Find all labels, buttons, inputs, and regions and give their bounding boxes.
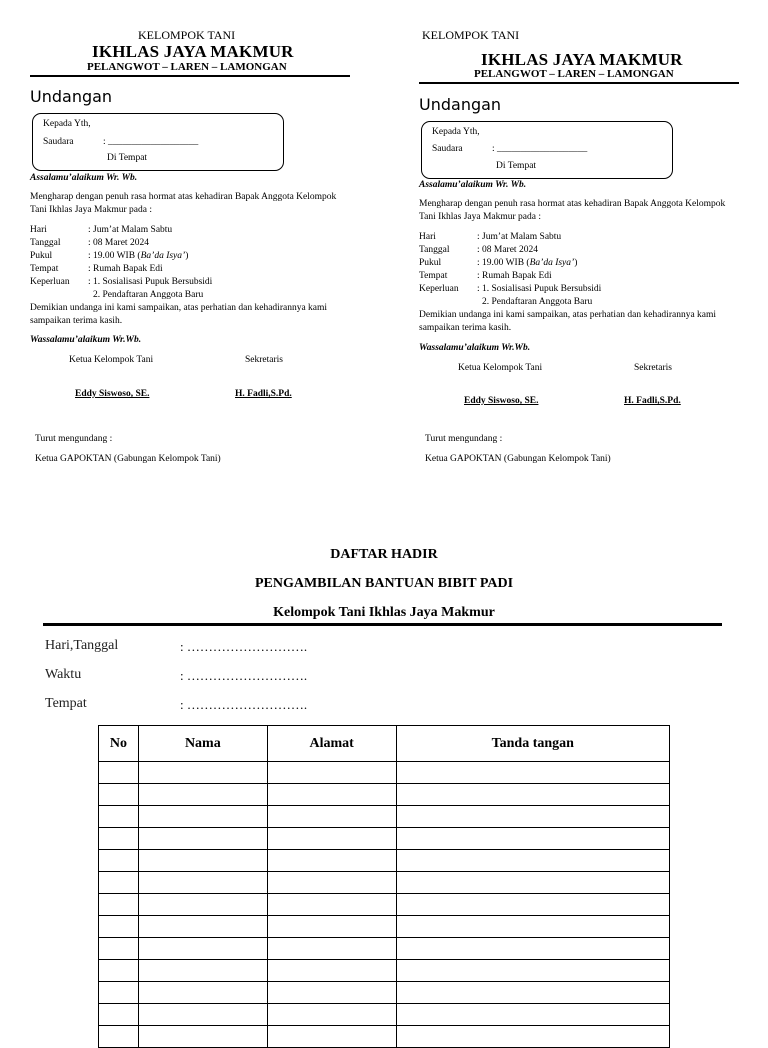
table-cell[interactable] <box>396 850 669 872</box>
agenda-item-2: 2. Pendaftaran Anggota Baru <box>482 297 593 307</box>
invitation-heading: Undangan <box>419 95 502 114</box>
intro-line1: Mengharap dengan penuh rasa hormat atas kehadiran Bapak Anggota Kelompok <box>30 192 337 202</box>
agenda-item-2: 2. Pendaftaran Anggota Baru <box>93 290 204 300</box>
cc-value: Ketua GAPOKTAN (Gabungan Kelompok Tani) <box>425 454 611 464</box>
org-label: KELOMPOK TANI <box>138 28 236 42</box>
table-cell[interactable] <box>396 784 669 806</box>
attendance-group-name: Kelompok Tani Ikhlas Jaya Makmur <box>273 605 495 620</box>
cc-value: Ketua GAPOKTAN (Gabungan Kelompok Tani) <box>35 454 221 464</box>
table-cell[interactable] <box>267 960 396 982</box>
row-label: Pukul <box>419 258 442 268</box>
table-cell[interactable] <box>396 1026 669 1048</box>
table-row <box>99 806 670 828</box>
table-cell[interactable] <box>267 784 396 806</box>
field-value: : ………………………. <box>180 639 308 654</box>
row-label: Tempat <box>419 271 448 281</box>
table-cell[interactable] <box>396 762 669 784</box>
saudara-value: : ___________________ <box>492 144 588 154</box>
table-header-row <box>99 726 670 762</box>
table-row <box>99 828 670 850</box>
chair-title: Ketua Kelompok Tani <box>69 355 154 365</box>
table-cell[interactable] <box>267 762 396 784</box>
table-cell[interactable] <box>138 916 267 938</box>
column-header-tanda-tangan: Tanda tangan <box>396 726 669 762</box>
recipient-box <box>32 113 284 171</box>
field-value: : ………………………. <box>180 697 308 712</box>
closing-line2: sampaikan terima kasih. <box>419 323 512 333</box>
org-name: IKHLAS JAYA MAKMUR <box>92 42 294 61</box>
table-cell[interactable] <box>99 982 139 1004</box>
time-tail: ) <box>185 251 189 261</box>
table-cell[interactable] <box>138 784 267 806</box>
table-cell[interactable] <box>396 960 669 982</box>
attendance-subtitle: PENGAMBILAN BANTUAN BIBIT PADI <box>254 576 514 591</box>
row-value: : 1. Sosialisasi Pupuk Bersubsidi <box>477 284 602 294</box>
table-cell[interactable] <box>138 960 267 982</box>
org-name: IKHLAS JAYA MAKMUR <box>481 50 683 69</box>
table-cell[interactable] <box>267 1004 396 1026</box>
table-row <box>99 894 670 916</box>
table-cell[interactable] <box>396 938 669 960</box>
table-cell[interactable] <box>138 762 267 784</box>
table-cell[interactable] <box>138 982 267 1004</box>
row-label: Pukul <box>30 251 53 261</box>
table-cell[interactable] <box>99 850 139 872</box>
table-cell[interactable] <box>99 894 139 916</box>
row-value: : 08 Maret 2024 <box>477 245 538 255</box>
table-cell[interactable] <box>396 872 669 894</box>
row-value: : 08 Maret 2024 <box>88 238 149 248</box>
row-label: Keperluan <box>419 284 459 294</box>
org-address: PELANGWOT – LAREN – LAMONGAN <box>87 61 287 73</box>
column-header-no: No <box>99 726 139 762</box>
attendance-table <box>98 725 670 1048</box>
table-cell[interactable] <box>99 762 139 784</box>
table-cell[interactable] <box>99 806 139 828</box>
row-value: : 1. Sosialisasi Pupuk Bersubsidi <box>88 277 213 287</box>
table-cell[interactable] <box>396 806 669 828</box>
farewell: Wassalamu’alaikum Wr.Wb. <box>30 335 142 345</box>
table-cell[interactable] <box>138 872 267 894</box>
attendance-title: DAFTAR HADIR <box>330 547 438 562</box>
saudara-label: Saudara <box>43 137 74 147</box>
header-rule <box>30 75 350 77</box>
table-cell[interactable] <box>138 894 267 916</box>
recipient-box <box>421 121 673 179</box>
closing-line2: sampaikan terima kasih. <box>30 316 123 326</box>
row-value: : Rumah Bapak Edi <box>88 264 163 274</box>
place-label: Di Tempat <box>107 153 148 163</box>
table-cell[interactable] <box>396 982 669 1004</box>
table-cell[interactable] <box>267 1026 396 1048</box>
row-value: : Jum’at Malam Sabtu <box>88 225 173 235</box>
table-cell[interactable] <box>267 982 396 1004</box>
table-row <box>99 1004 670 1026</box>
table-cell[interactable] <box>138 1004 267 1026</box>
time-value: : 19.00 WIB ( <box>477 258 530 268</box>
table-cell[interactable] <box>396 894 669 916</box>
intro-line2: Tani Ikhlas Jaya Makmur pada : <box>419 212 542 222</box>
chair-title: Ketua Kelompok Tani <box>458 363 543 373</box>
table-cell[interactable] <box>99 916 139 938</box>
table-cell[interactable] <box>99 1026 139 1048</box>
table-cell[interactable] <box>267 828 396 850</box>
row-label: Tempat <box>30 264 59 274</box>
attendance-rule <box>43 623 722 626</box>
table-row <box>99 916 670 938</box>
place-label: Di Tempat <box>496 161 537 171</box>
table-cell[interactable] <box>138 806 267 828</box>
field-value: : ………………………. <box>180 668 308 683</box>
closing-line1: Demikian undanga ini kami sampaikan, atas perhatian dan kehadirannya kami <box>30 303 328 313</box>
table-cell[interactable] <box>99 828 139 850</box>
to-label: Kepada Yth, <box>43 119 91 129</box>
table-cell[interactable] <box>138 1026 267 1048</box>
closing-line1: Demikian undanga ini kami sampaikan, atas perhatian dan kehadirannya kami <box>419 310 717 320</box>
table-cell[interactable] <box>267 916 396 938</box>
table-row <box>99 982 670 1004</box>
table-cell[interactable] <box>99 784 139 806</box>
time-value: : 19.00 WIB ( <box>88 251 141 261</box>
field-label: Hari,Tanggal <box>45 638 119 653</box>
table-cell[interactable] <box>267 806 396 828</box>
secretary-title: Sekretaris <box>634 363 672 373</box>
to-label: Kepada Yth, <box>432 127 480 137</box>
table-cell[interactable] <box>396 828 669 850</box>
table-row <box>99 850 670 872</box>
row-value <box>477 257 577 270</box>
table-row <box>99 938 670 960</box>
table-row <box>99 784 670 806</box>
table-cell[interactable] <box>396 1004 669 1026</box>
table-cell[interactable] <box>99 938 139 960</box>
time-note: Ba’da Isya’ <box>140 251 186 261</box>
secretary-title: Sekretaris <box>245 355 283 365</box>
greeting: Assalamu’alaikum Wr. Wb. <box>419 180 527 190</box>
table-cell[interactable] <box>396 916 669 938</box>
table-cell[interactable] <box>138 850 267 872</box>
field-label: Waktu <box>45 667 82 682</box>
table-cell[interactable] <box>267 850 396 872</box>
table-cell[interactable] <box>99 960 139 982</box>
intro-line1: Mengharap dengan penuh rasa hormat atas kehadiran Bapak Anggota Kelompok <box>419 199 726 209</box>
row-value: : Jum’at Malam Sabtu <box>477 232 562 242</box>
time-note: Ba’da Isya’ <box>529 258 575 268</box>
row-value: : Rumah Bapak Edi <box>477 271 552 281</box>
table-cell[interactable] <box>138 828 267 850</box>
table-cell[interactable] <box>99 872 139 894</box>
row-label: Hari <box>30 225 47 235</box>
row-value <box>88 250 188 263</box>
farewell: Wassalamu’alaikum Wr.Wb. <box>419 343 531 353</box>
org-label: KELOMPOK TANI <box>422 28 520 42</box>
intro-line2: Tani Ikhlas Jaya Makmur pada : <box>30 205 153 215</box>
header-rule <box>419 82 739 84</box>
cc-label: Turut mengundang : <box>425 434 503 444</box>
table-row <box>99 1026 670 1048</box>
table-row <box>99 960 670 982</box>
saudara-label: Saudara <box>432 144 463 154</box>
field-label: Tempat <box>45 696 87 711</box>
chair-name: Eddy Siswoso, SE. <box>75 389 150 399</box>
table-cell[interactable] <box>138 938 267 960</box>
greeting: Assalamu’alaikum Wr. Wb. <box>30 173 138 183</box>
row-label: Hari <box>419 232 436 242</box>
column-header-alamat: Alamat <box>267 726 396 762</box>
table-row <box>99 762 670 784</box>
table-cell[interactable] <box>267 872 396 894</box>
invitation-heading: Undangan <box>30 87 113 106</box>
row-label: Tanggal <box>419 245 450 255</box>
cc-label: Turut mengundang : <box>35 434 113 444</box>
saudara-value: : ___________________ <box>103 137 199 147</box>
row-label: Tanggal <box>30 238 61 248</box>
org-address: PELANGWOT – LAREN – LAMONGAN <box>474 68 674 80</box>
table-cell[interactable] <box>99 1004 139 1026</box>
chair-name: Eddy Siswoso, SE. <box>464 396 539 406</box>
column-header-nama: Nama <box>138 726 267 762</box>
time-tail: ) <box>574 258 578 268</box>
table-cell[interactable] <box>267 938 396 960</box>
table-row <box>99 872 670 894</box>
table-cell[interactable] <box>267 894 396 916</box>
row-label: Keperluan <box>30 277 70 287</box>
secretary-name: H. Fadli,S.Pd. <box>235 389 292 399</box>
secretary-name: H. Fadli,S.Pd. <box>624 396 681 406</box>
